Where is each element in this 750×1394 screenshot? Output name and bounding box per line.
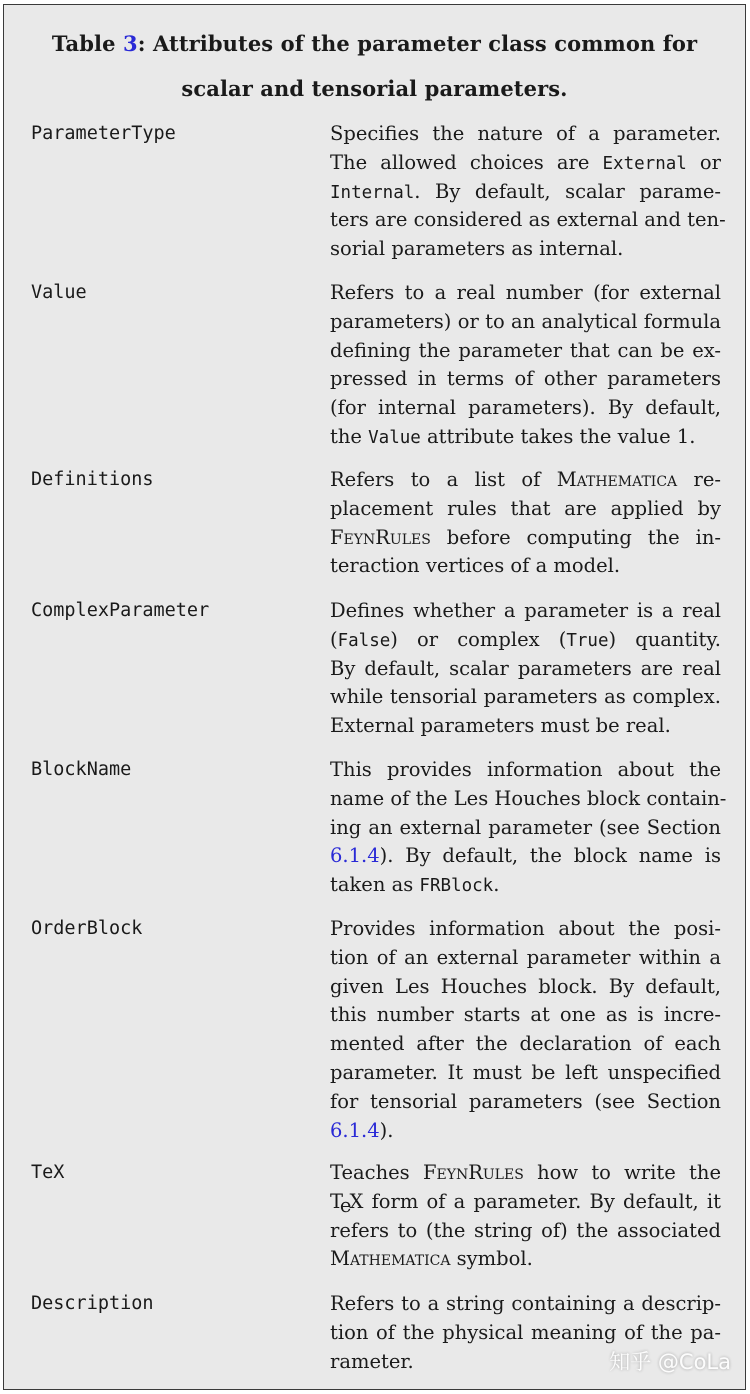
description-text: Refers to a real number (for external — [330, 281, 721, 304]
description-text: placement rules that are applied by — [330, 496, 721, 520]
attribute-description — [330, 1159, 721, 1274]
description-text: Teaches — [330, 1161, 423, 1184]
description-text: . By default, scalar parame- — [414, 179, 721, 203]
description-line — [330, 597, 721, 626]
description-text: pressed in terms of other parameters — [330, 367, 721, 391]
description-text: ). By default, the block name is — [379, 844, 721, 868]
description-line — [330, 178, 721, 207]
description-text: defining the parameter that can be ex- — [330, 338, 721, 362]
code-term: External — [602, 153, 687, 174]
attribute-description — [330, 597, 721, 741]
description-text: taken as — [330, 873, 420, 897]
attribute-name: ParameterType — [31, 123, 176, 144]
description-text: rameter. — [330, 1349, 414, 1373]
attribute-name: Value — [31, 282, 87, 303]
description-line — [330, 1159, 721, 1188]
description-line — [330, 394, 721, 423]
description-line — [330, 1245, 721, 1274]
description-line — [330, 235, 721, 264]
attribute-description — [330, 756, 727, 900]
description-text: sorial parameters as internal. — [330, 237, 624, 261]
attribute-name: Description — [31, 1293, 154, 1314]
description-line — [330, 944, 721, 973]
description-text: symbol. — [450, 1247, 533, 1271]
table-frame — [3, 4, 746, 1390]
attribute-name: OrderBlock — [31, 918, 143, 939]
attribute-name: Definitions — [31, 469, 154, 490]
description-text: attribute takes the value 1. — [420, 424, 696, 448]
description-line — [330, 495, 721, 524]
description-line — [330, 756, 721, 785]
description-text: how to write the — [523, 1161, 721, 1184]
attribute-description — [330, 120, 726, 264]
description-text: ( — [330, 627, 338, 651]
description-text: External parameters must be real. — [330, 714, 671, 738]
description-line — [330, 871, 721, 900]
description-line — [330, 466, 721, 495]
description-text: form of a parameter. By default, it — [363, 1189, 721, 1213]
code-term: FRBlock — [419, 876, 494, 897]
description-line — [330, 1001, 721, 1030]
software-name: FeynRules — [330, 525, 431, 549]
description-line — [330, 1117, 721, 1146]
description-text: ). — [379, 1118, 394, 1142]
table-caption-line-1: Table 3: Attributes of the parameter class common for — [51, 31, 698, 56]
code-term: False — [337, 630, 391, 651]
description-line — [330, 1217, 721, 1246]
description-line — [330, 842, 721, 871]
description-text: the — [330, 424, 369, 448]
description-line — [330, 785, 727, 814]
code-term: Value — [368, 427, 421, 448]
attribute-description — [330, 466, 721, 581]
description-text: By default, scalar parameters are real — [330, 656, 721, 680]
attribute-description — [330, 915, 721, 1145]
software-name: Mathematica — [556, 468, 678, 491]
zhihu-watermark: 知乎 @CoLa — [609, 1350, 731, 1374]
description-text: (for internal parameters). By default, — [330, 396, 721, 420]
description-text: Provides information about the posi- — [330, 917, 721, 940]
description-text: ) quantity. — [608, 627, 721, 651]
description-text: tion of the physical meaning of the pa- — [330, 1320, 721, 1344]
description-text: parameter. It must be left unspecified — [330, 1060, 721, 1084]
description-text: ters are considered as external and ten- — [330, 208, 726, 232]
attribute-name: TeX — [31, 1162, 65, 1183]
description-line — [330, 626, 721, 655]
description-text: teraction vertices of a model. — [330, 554, 621, 578]
code-term: True — [566, 630, 609, 651]
table-caption-line-2: scalar and tensorial parameters. — [181, 76, 568, 101]
section-reference-link[interactable]: 6.1.4 — [330, 1118, 380, 1142]
description-line — [330, 1290, 721, 1319]
description-text: This provides information about the — [330, 758, 721, 781]
description-line — [330, 120, 721, 149]
description-text: Refers to a list of — [330, 468, 557, 491]
description-text: Specifies the nature of a parameter. — [330, 122, 721, 145]
description-line — [330, 973, 721, 1002]
description-text: name of the Les Houches block contain- — [330, 786, 727, 810]
attribute-description — [330, 279, 721, 452]
software-name: Mathematica — [330, 1247, 451, 1271]
description-line — [330, 1030, 721, 1059]
description-line — [330, 308, 721, 337]
description-text: given Les Houches block. By default, — [330, 974, 721, 998]
description-line — [330, 552, 721, 581]
tex-logo: TeX — [330, 1189, 364, 1218]
description-text: for tensorial parameters (see Section — [330, 1089, 721, 1113]
description-text: parameters) or to an analytical formula — [330, 309, 721, 333]
description-text: ) or complex ( — [390, 627, 567, 651]
description-line — [330, 1059, 721, 1088]
description-text: ing an external parameter (see Section — [330, 815, 721, 839]
description-line — [330, 337, 721, 366]
attribute-name: BlockName — [31, 759, 132, 780]
description-line — [330, 683, 721, 712]
description-line — [330, 655, 721, 684]
table-number-link[interactable]: 3 — [123, 31, 138, 56]
attribute-name: ComplexParameter — [31, 600, 210, 621]
description-text: tion of an external parameter within a — [330, 945, 721, 969]
description-text: while tensorial parameters as complex. — [330, 685, 721, 709]
description-line — [330, 1319, 721, 1348]
code-term: Internal — [330, 182, 415, 203]
description-line — [330, 365, 721, 394]
description-line — [330, 1188, 721, 1217]
description-line — [330, 524, 721, 553]
description-line — [330, 814, 721, 843]
description-text: before computing the in- — [430, 525, 721, 549]
description-line — [330, 1088, 721, 1117]
description-text: re- — [677, 468, 721, 491]
description-text: mented after the declaration of each — [330, 1032, 721, 1056]
description-text: The allowed choices are — [330, 150, 603, 174]
description-text: refers to (the string of) the associated — [330, 1218, 721, 1242]
description-text: or — [686, 150, 721, 174]
description-line — [330, 149, 721, 178]
description-line — [330, 279, 721, 308]
description-line — [330, 206, 726, 235]
description-line — [330, 423, 721, 452]
description-text: Defines whether a parameter is a real — [330, 599, 721, 622]
software-name: FeynRules — [422, 1161, 524, 1184]
description-text: this number starts at one as is incre- — [330, 1003, 721, 1027]
description-line — [330, 712, 721, 741]
description-line — [330, 915, 721, 944]
section-reference-link[interactable]: 6.1.4 — [330, 844, 380, 868]
description-text: Refers to a string containing a descrip- — [330, 1292, 721, 1315]
description-text: . — [493, 873, 500, 897]
